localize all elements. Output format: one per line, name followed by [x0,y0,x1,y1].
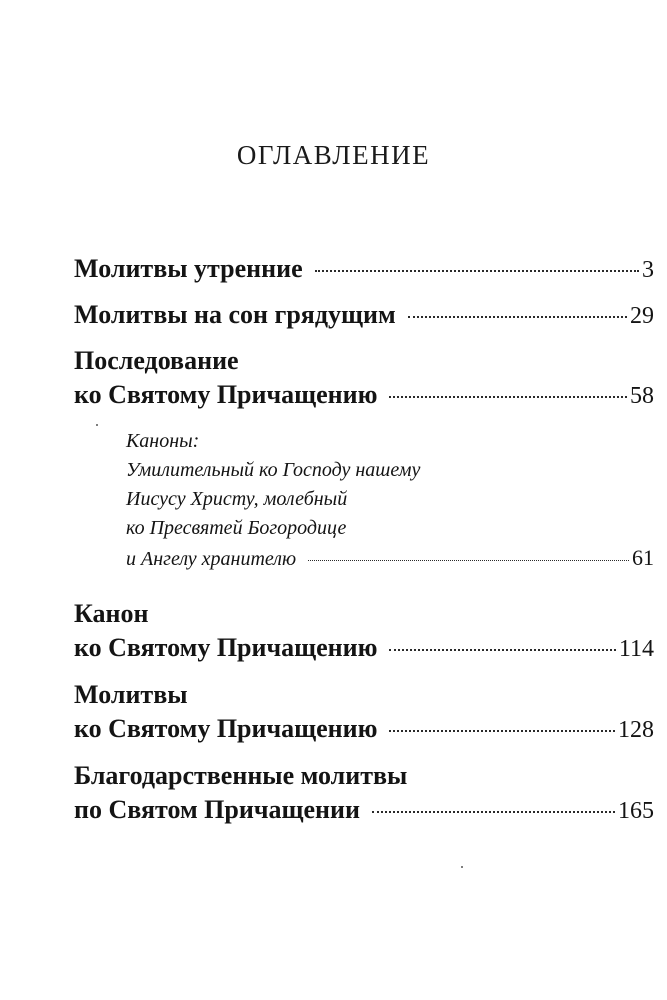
print-speck [96,424,98,426]
toc-page-number: 114 [618,636,654,662]
toc-entry-title-line: Иисусу Христу, молебный [126,488,348,510]
toc-entry-title-line: ко Святому Причащению [74,714,378,743]
toc-page-number: 29 [630,303,654,329]
dot-leader [308,560,629,561]
toc-entry-title-line: Благодарственные молитвы [74,761,408,790]
dot-leader [389,649,615,651]
toc-page-number: 3 [642,257,654,283]
toc-entry-order-for-communion[interactable] [74,344,654,413]
toc-entry-title-line: по Святом Причащении [74,795,360,824]
toc-page-number: 58 [630,383,654,409]
print-speck [461,866,463,868]
toc-page-number: 128 [618,717,654,743]
toc-entry-canons[interactable] [126,427,654,574]
dot-leader [372,811,615,813]
toc-entry-title-line: ко Пресвятей Богородице [126,517,347,539]
dot-leader [389,396,627,398]
toc-entry-title-line: и Ангелу хранителю [126,548,297,570]
toc-entry-prayers-communion[interactable] [74,678,654,747]
toc-entry-morning-prayers[interactable] [74,252,654,287]
dot-leader [408,316,627,318]
toc-entry-canon-communion[interactable] [74,597,654,666]
toc-page-number: 165 [618,798,654,824]
dot-leader [389,730,615,732]
page-title: ОГЛАВЛЕНИЕ [236,140,431,170]
toc-entry-evening-prayers[interactable] [74,298,654,333]
toc-entry-title-line: Молитвы [74,680,188,709]
toc-entry-title-line: Канон [74,599,149,628]
toc-entry-title-line: ко Святому Причащению [74,380,378,409]
toc-entry-title: Молитвы утренние [74,254,303,283]
toc-entry-title-line: Каноны: [126,430,200,452]
dot-leader [315,270,639,272]
toc-page-number: 61 [632,545,654,570]
toc-entry-title-line: Умилительный ко Господу нашему [126,459,421,481]
toc-entry-thanksgiving-prayers[interactable] [74,759,654,828]
toc-entry-title-line: ко Святому Причащению [74,633,378,662]
toc-entry-title-line: Последование [74,346,239,375]
toc-entry-title: Молитвы на сон грядущим [74,300,396,329]
